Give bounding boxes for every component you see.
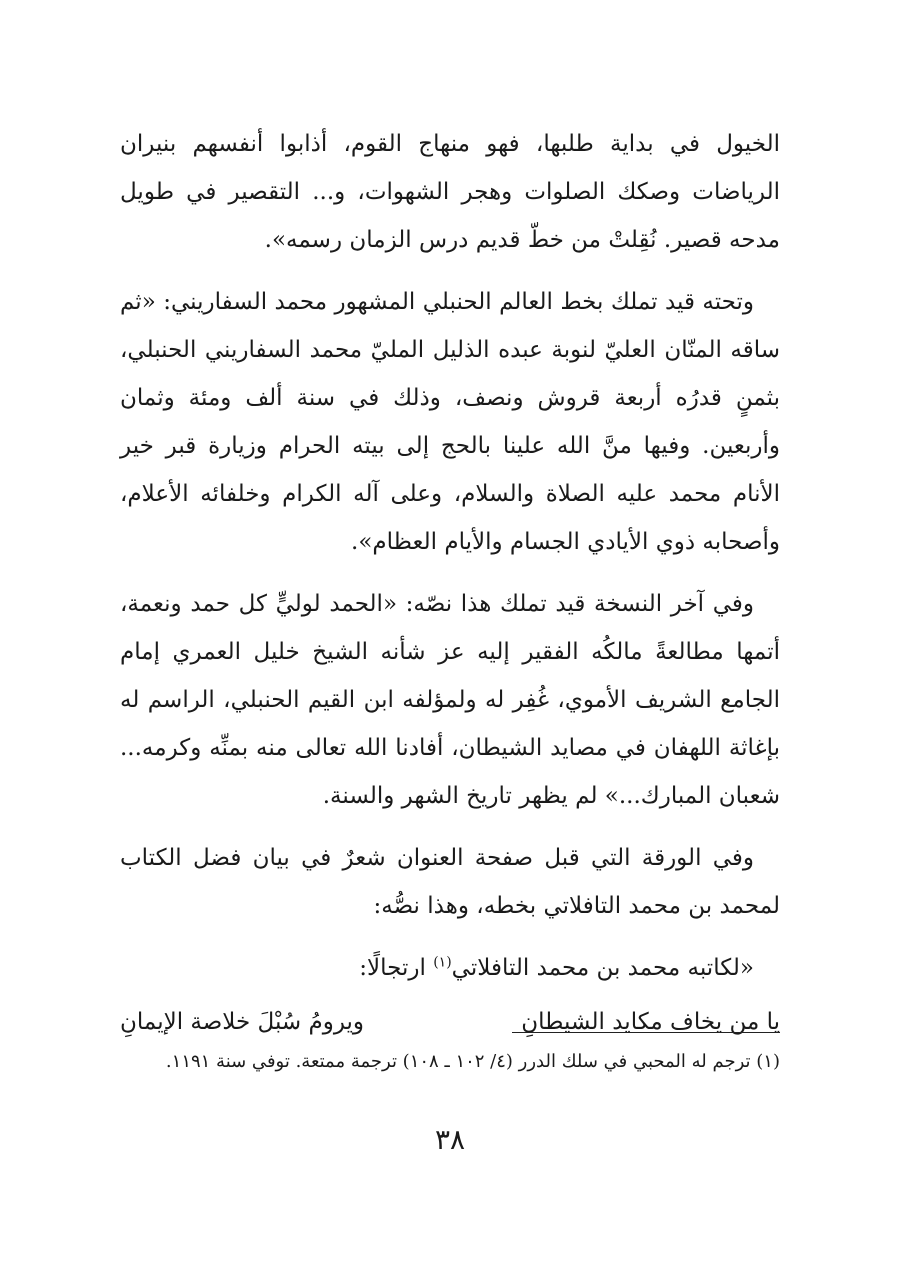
verse-heading-suffix: ارتجالًا: bbox=[359, 955, 434, 981]
paragraph-poem-intro: وفي الورقة التي قبل صفحة العنوان شعرٌ في بيان فضل الكتاب لمحمد بن محمد التافلاتي بخطه، وهذا نصُّه: bbox=[120, 845, 780, 919]
verse-heading-text: «لكاتبه محمد بن محمد التافلاتي bbox=[451, 955, 754, 981]
paragraph-continuation: الخيول في بداية طلبها، فهو منهاج القوم، أذابوا أنفسهم بنيران الرياضات وصكك الصلوات وهجر الشهوات، و... التقصير في طويل مدحه قصير. نُقِلتْ من خطّ قديم درس الزمان رسمه». bbox=[120, 131, 780, 253]
verse-first-hemistich: يا من يخاف مكايد الشيطانِ bbox=[521, 1009, 780, 1035]
footnote-divider bbox=[512, 1032, 780, 1033]
verse-heading bbox=[120, 944, 780, 992]
footnote-marker: (١) bbox=[433, 954, 452, 971]
poem-verse bbox=[120, 998, 780, 1046]
page-body bbox=[120, 120, 780, 1046]
paragraph-omari-ownership: وفي آخر النسخة قيد تملك هذا نصّه: «الحمد لوليٍّ كل حمد ونعمة، أتمها مطالعةً مالكُه الفقير إليه عز شأنه الشيخ خليل العمري إمام الجامع الشريف الأموي، غُفِر له ولمؤلفه ابن القيم الحنبلي، الراسم له بإغاثة اللهفان في مصايد الشيطان، أفادنا الله تعالى منه بمنِّه وكرمه... شعبان المبارك...» لم يظهر تاريخ الشهر والسنة. bbox=[120, 591, 780, 809]
verse-second-hemistich: ويرومُ سُبْلَ خلاصة الإيمانِ bbox=[120, 1009, 365, 1035]
footnote: (١) ترجم له المحبي في سلك الدرر (٤/ ١٠٢ ـ ١٠٨) ترجمة ممتعة. توفي سنة ١١٩١. bbox=[165, 1051, 780, 1072]
page-number: ٣٨ bbox=[434, 1123, 466, 1156]
paragraph-safarini-ownership: وتحته قيد تملك بخط العالم الحنبلي المشهور محمد السفاريني: «ثم ساقه المنّان العليّ لنوبة عبده الذليل المليّ محمد السفاريني الحنبلي، بثمنٍ قدرُه أربعة قروش ونصف، وذلك في سنة ألف ومئة وثمان وأربعين. وفيها منَّ الله علينا بالحج إلى بيته الحرام وزيارة قبر خير الأنام محمد عليه الصلاة والسلام، وعلى آله الكرام وخلفائه الأعلام، وأصحابه ذوي الأيادي الجسام والأيام العظام». bbox=[120, 289, 780, 555]
